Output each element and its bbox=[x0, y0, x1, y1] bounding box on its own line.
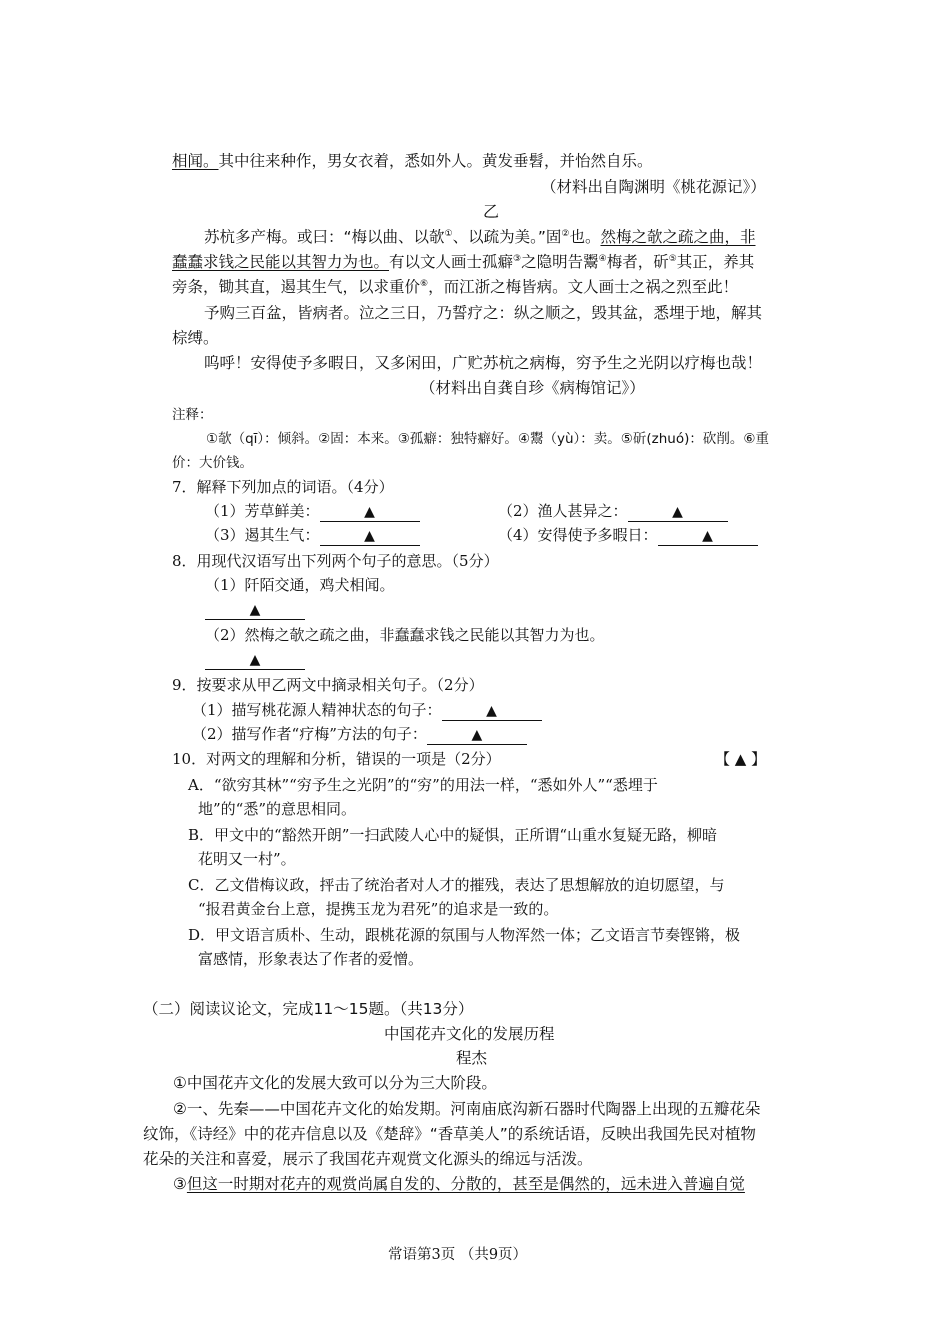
option-c-line-1: C．乙文借梅议政，抨击了统治者对人才的摧残，表达了思想解放的迫切愿望，与 bbox=[188, 876, 725, 894]
question-8-answer-1 bbox=[205, 598, 305, 620]
notes-label: 注释： bbox=[172, 407, 213, 423]
page-footer: 常语第3页 （共9页） bbox=[388, 1247, 528, 1263]
section-2-heading: （二）阅读议论文，完成11～15题。（共13分） bbox=[143, 1000, 474, 1018]
question-7-item-3: （3）遏其生气： ▲ bbox=[205, 524, 420, 546]
yi-title: 乙 bbox=[483, 202, 500, 221]
option-a-line-1: A．“欲穷其林”“穷予生之光阴”的“穷”的用法一样，“悉如外人”“悉埋于 bbox=[188, 776, 658, 794]
article-paragraph-2-line-1: ②一、先秦——中国花卉文化的始发期。河南庙底沟新石器时代陶器上出现的五瓣花朵 bbox=[173, 1100, 761, 1118]
article-title: 中国花卉文化的发展历程 bbox=[384, 1025, 555, 1043]
yi-paragraph-2-line-1: 予购三百盆，皆病者。泣之三日，乃誓疗之：纵之顺之，毁其盆，悉埋于地，解其 bbox=[204, 304, 763, 322]
question-7-stem: 7．解释下列加点的词语。（4分） bbox=[172, 478, 394, 496]
question-10-answer-bracket[interactable]: 【 ▲ 】 bbox=[715, 750, 767, 768]
answer-blank[interactable]: ▲ bbox=[320, 502, 420, 522]
option-d-line-1: D．甲文语言质朴、生动，跟桃花源的氛围与人物浑然一体；乙文语言节奏铿锵，极 bbox=[188, 926, 741, 944]
option-d-line-2: 富感情，形象表达了作者的爱憎。 bbox=[198, 950, 424, 968]
yi-paragraph-1-line-3: 旁条，锄其直，遏其生气，以求重价⑥，而江浙之梅皆病。文人画士之祸之烈至此！ bbox=[172, 278, 739, 296]
question-8-stem: 8．用现代汉语写出下列两个句子的意思。（5分） bbox=[172, 552, 499, 570]
question-7-item-2: （2）渔人甚异之： ▲ bbox=[498, 500, 728, 522]
yi-paragraph-1-line-1: 苏杭多产梅。或曰：“梅以曲、以欹①、以疏为美。”固②也。然梅之欹之疏之曲，非 bbox=[204, 228, 756, 246]
notes-line-2: 价：大价钱。 bbox=[172, 455, 253, 471]
question-8-answer-2 bbox=[205, 648, 305, 670]
jia-closing-line: 相闻。其中往来种作，男女衣着，悉如外人。黄发垂髫，并怡然自乐。 bbox=[172, 152, 653, 170]
answer-blank[interactable]: ▲ bbox=[442, 701, 542, 721]
answer-blank[interactable]: ▲ bbox=[628, 502, 728, 522]
article-paragraph-2-line-2: 纹饰，《诗经》中的花卉信息以及《楚辞》“香草美人”的系统话语，反映出我国先民对植物 bbox=[143, 1125, 756, 1143]
yi-source: （材料出自龚自珍《病梅馆记》） bbox=[420, 379, 645, 397]
answer-blank[interactable]: ▲ bbox=[205, 650, 305, 670]
answer-blank[interactable]: ▲ bbox=[427, 725, 527, 745]
option-b-line-2: 花明又一村”。 bbox=[198, 850, 296, 868]
option-a-line-2: 地”的“悉”的意思相同。 bbox=[198, 800, 357, 818]
yi-paragraph-2-line-2: 棕缚。 bbox=[172, 329, 219, 347]
answer-blank[interactable]: ▲ bbox=[320, 526, 420, 546]
option-b-line-1: B．甲文中的“豁然开朗”一扫武陵人心中的疑惧，正所谓“山重水复疑无路，柳暗 bbox=[188, 826, 718, 844]
article-paragraph-1: ①中国花卉文化的发展大致可以分为三大阶段。 bbox=[173, 1074, 497, 1092]
answer-blank[interactable]: ▲ bbox=[658, 526, 758, 546]
question-9-stem: 9．按要求从甲乙两文中摘录相关句子。（2分） bbox=[172, 676, 484, 694]
question-8-sentence-1: （1）阡陌交通，鸡犬相闻。 bbox=[205, 576, 395, 594]
notes-line-1: ①欹（qī）：倾斜。②固：本来。③孤癖：独特癖好。④鬻（yù）：卖。⑤斫(zhuó)：砍削。⑥重 bbox=[206, 431, 769, 447]
answer-blank[interactable]: ▲ bbox=[205, 600, 305, 620]
question-10-stem: 10．对两文的理解和分析，错误的一项是（2分） bbox=[172, 750, 501, 768]
question-9-item-1: （1）描写桃花源人精神状态的句子： ▲ bbox=[192, 699, 542, 721]
question-8-sentence-2: （2）然梅之欹之疏之曲，非蠢蠢求钱之民能以其智力为也。 bbox=[205, 626, 605, 644]
option-c-line-2: “报君黄金台上意，提携玉龙为君死”的追求是一致的。 bbox=[198, 900, 559, 918]
article-paragraph-3-line-1: ③但这一时期对花卉的观赏尚属自发的、分散的，甚至是偶然的，远未进入普遍自觉 bbox=[173, 1175, 745, 1193]
article-paragraph-2-line-3: 花朵的关注和喜爱，展示了我国花卉观赏文化源头的绵远与活泼。 bbox=[143, 1150, 593, 1168]
question-7-item-1: （1）芳草鲜美： ▲ bbox=[205, 500, 420, 522]
jia-source: （材料出自陶渊明《桃花源记》） bbox=[541, 178, 766, 196]
yi-paragraph-3: 呜呼！安得使予多暇日，又多闲田，广贮苏杭之病梅，穷予生之光阴以疗梅也哉！ bbox=[204, 354, 763, 372]
yi-paragraph-1-line-2: 蠢蠢求钱之民能以其智力为也。有以文人画士孤癖③之隐明告鬻④梅者，斫⑤其正，养其 bbox=[172, 253, 755, 271]
article-author: 程杰 bbox=[456, 1049, 488, 1067]
question-9-item-2: （2）描写作者“疗梅”方法的句子： ▲ bbox=[192, 723, 527, 745]
question-7-item-4: （4）安得使予多暇日： ▲ bbox=[498, 524, 758, 546]
